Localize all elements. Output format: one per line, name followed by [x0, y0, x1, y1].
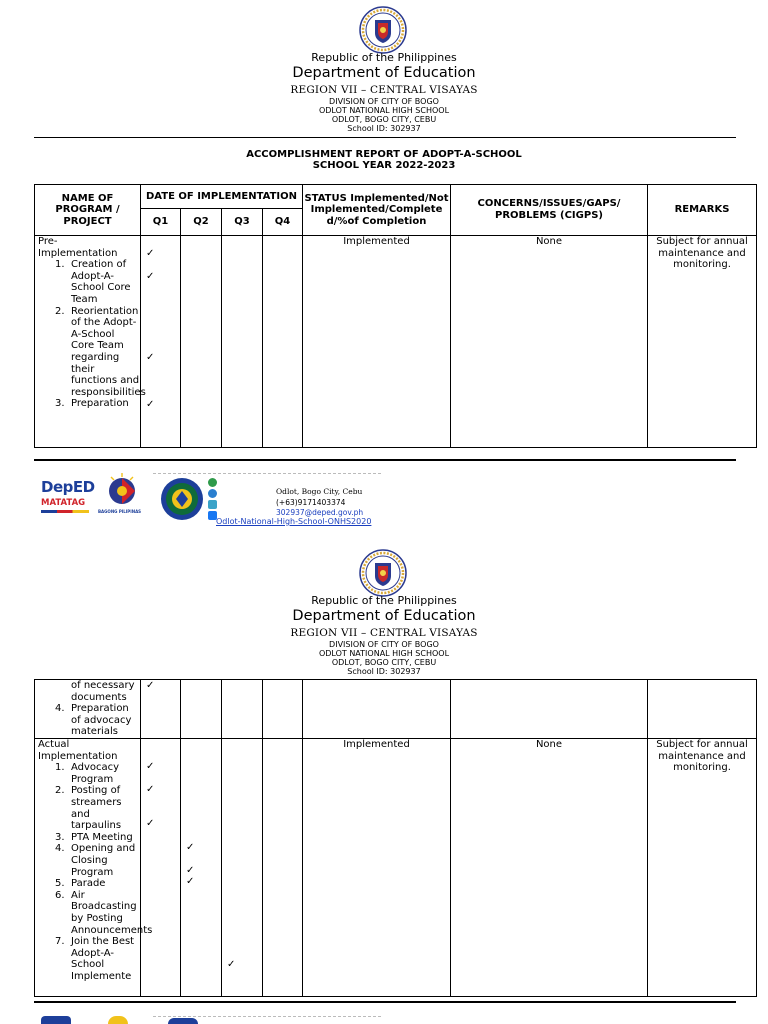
list-item: 7. Join the Best Adopt-A-School Implemente — [55, 936, 135, 982]
q3-cell — [222, 236, 263, 448]
program-cell — [35, 236, 146, 448]
matatag-logo: MATATAG — [41, 498, 86, 508]
region-text: REGION VII – CENTRAL VISAYAS — [290, 627, 478, 639]
phone-icon — [208, 489, 217, 498]
q3-cell — [222, 680, 263, 739]
check-mark: ✓ — [186, 865, 195, 876]
deped-logo-partial — [41, 1016, 71, 1024]
bagong-pilipinas-partial — [108, 1016, 128, 1024]
remarks-cell — [648, 680, 757, 739]
check-mark: ✓ — [146, 399, 155, 410]
department-title: Department of Education — [292, 608, 476, 624]
check-mark: ✓ — [146, 680, 155, 691]
header-program: NAME OF PROGRAM / PROJECT — [35, 185, 141, 236]
q2-cell — [181, 739, 222, 997]
header-divider — [34, 137, 736, 138]
header-q3: Q3 — [222, 209, 263, 236]
footer-divider — [34, 1001, 736, 1003]
division-text: DIVISION OF CITY OF BOGO — [329, 97, 439, 106]
email-icon — [208, 500, 217, 509]
list-item: 2. Reorientation of the Adopt-A-School Core Team regarding their functions and responsibilities — [55, 305, 146, 398]
remarks-cell: Subject for annual maintenance and monitoring. — [648, 236, 757, 448]
check-mark: ✓ — [146, 818, 155, 829]
list-item: 1. Creation of Adopt-A-School Core Team — [55, 259, 131, 305]
list-item: 6. Air Broadcasting by Posting Announcements — [55, 889, 153, 936]
list-item: 5. Parade — [55, 878, 106, 890]
report-title: ACCOMPLISHMENT REPORT OF ADOPT-A-SCHOOL — [246, 149, 522, 160]
list-item: 2. Posting of streamers and tarpaulins — [55, 785, 122, 832]
q1-cell — [141, 236, 181, 448]
header-remarks: REMARKS — [648, 185, 757, 236]
q3-cell — [222, 739, 263, 997]
list-item: 4. Opening and Closing Program — [55, 843, 136, 878]
q4-cell — [263, 739, 303, 997]
concerns-cell — [451, 680, 648, 739]
program-lead: Actual Implementation — [38, 739, 118, 762]
division-text: DIVISION OF CITY OF BOGO — [329, 640, 439, 649]
check-mark: ✓ — [146, 248, 155, 259]
status-cell: Implemented — [303, 236, 451, 448]
school-year-text: SCHOOL YEAR 2022-2023 — [312, 160, 456, 171]
list-item: 1. Advocacy Program — [55, 762, 120, 785]
school-address-text: ODLOT, BOGO CITY, CEBU — [331, 115, 437, 124]
header-q2: Q2 — [181, 209, 222, 236]
school-logo-partial — [168, 1018, 198, 1024]
accomplishment-table-page1 — [34, 184, 757, 448]
status-cell: Implemented — [303, 739, 451, 997]
school-logo-icon — [160, 477, 204, 521]
concerns-cell: None — [451, 236, 648, 448]
check-mark: ✓ — [146, 271, 155, 282]
deped-logo: DepED — [41, 478, 95, 496]
header-status: STATUS Implemented/Not Implemented/Complete d/%of Completion — [303, 185, 451, 236]
department-title: Department of Education — [292, 65, 476, 81]
deped-seal-icon — [359, 549, 407, 597]
remarks-cell: Subject for annual maintenance and monitoring. — [648, 739, 757, 997]
footer-address: Odlot, Bogo City, Cebu — [276, 487, 363, 496]
footer-facebook-link[interactable]: Odlot-National-High-School-ONHS2020 — [216, 517, 372, 526]
check-mark: ✓ — [227, 959, 236, 970]
footer-divider — [34, 459, 736, 461]
list-item-continued: of necessary documents — [71, 680, 135, 703]
program-cell — [35, 739, 153, 997]
header-q4: Q4 — [263, 209, 303, 236]
q2-cell — [181, 680, 222, 739]
matatag-stripe — [41, 510, 89, 513]
school-name-text: ODLOT NATIONAL HIGH SCHOOL — [318, 106, 450, 115]
program-lead: Pre- Implementation — [38, 236, 118, 259]
footer-dotted-line — [153, 473, 381, 474]
concerns-cell: None — [451, 739, 648, 997]
footer-phone: (+63)9171403374 — [276, 498, 346, 507]
check-mark: ✓ — [146, 761, 155, 772]
school-id-text: School ID: 302937 — [347, 124, 421, 133]
republic-text: Republic of the Philippines — [311, 594, 457, 607]
check-mark: ✓ — [186, 876, 195, 887]
list-item: 3. Preparation — [55, 398, 129, 410]
list-item: 4. Preparation of advocacy materials — [55, 703, 132, 738]
header-q1: Q1 — [141, 209, 181, 236]
list-item: 3. PTA Meeting — [55, 831, 133, 843]
check-mark: ✓ — [186, 842, 195, 853]
program-cell — [35, 680, 141, 739]
q4-cell — [263, 236, 303, 448]
school-name-text: ODLOT NATIONAL HIGH SCHOOL — [318, 649, 450, 658]
check-mark: ✓ — [146, 784, 155, 795]
bagong-pilipinas-text: BAGONG PILIPINAS — [98, 509, 142, 514]
bagong-pilipinas-icon — [101, 473, 143, 507]
q4-cell — [263, 680, 303, 739]
header-date: DATE OF IMPLEMENTATION — [141, 185, 303, 209]
status-cell — [303, 680, 451, 739]
q1-cell — [141, 739, 181, 997]
school-address-text: ODLOT, BOGO CITY, CEBU — [331, 658, 437, 667]
footer-dotted-line — [153, 1016, 381, 1017]
region-text: REGION VII – CENTRAL VISAYAS — [290, 84, 478, 96]
footer-email[interactable]: 302937@deped.gov.ph — [276, 508, 364, 517]
header-concerns: CONCERNS/ISSUES/GAPS/ PROBLEMS (CIGPS) — [451, 185, 648, 236]
school-id-text: School ID: 302937 — [347, 667, 421, 676]
q2-cell — [181, 236, 222, 448]
deped-seal-icon — [359, 6, 407, 54]
accomplishment-table-page2 — [34, 679, 757, 997]
check-mark: ✓ — [146, 352, 155, 363]
q1-cell — [141, 680, 181, 739]
location-icon — [208, 478, 217, 487]
republic-text: Republic of the Philippines — [311, 51, 457, 64]
